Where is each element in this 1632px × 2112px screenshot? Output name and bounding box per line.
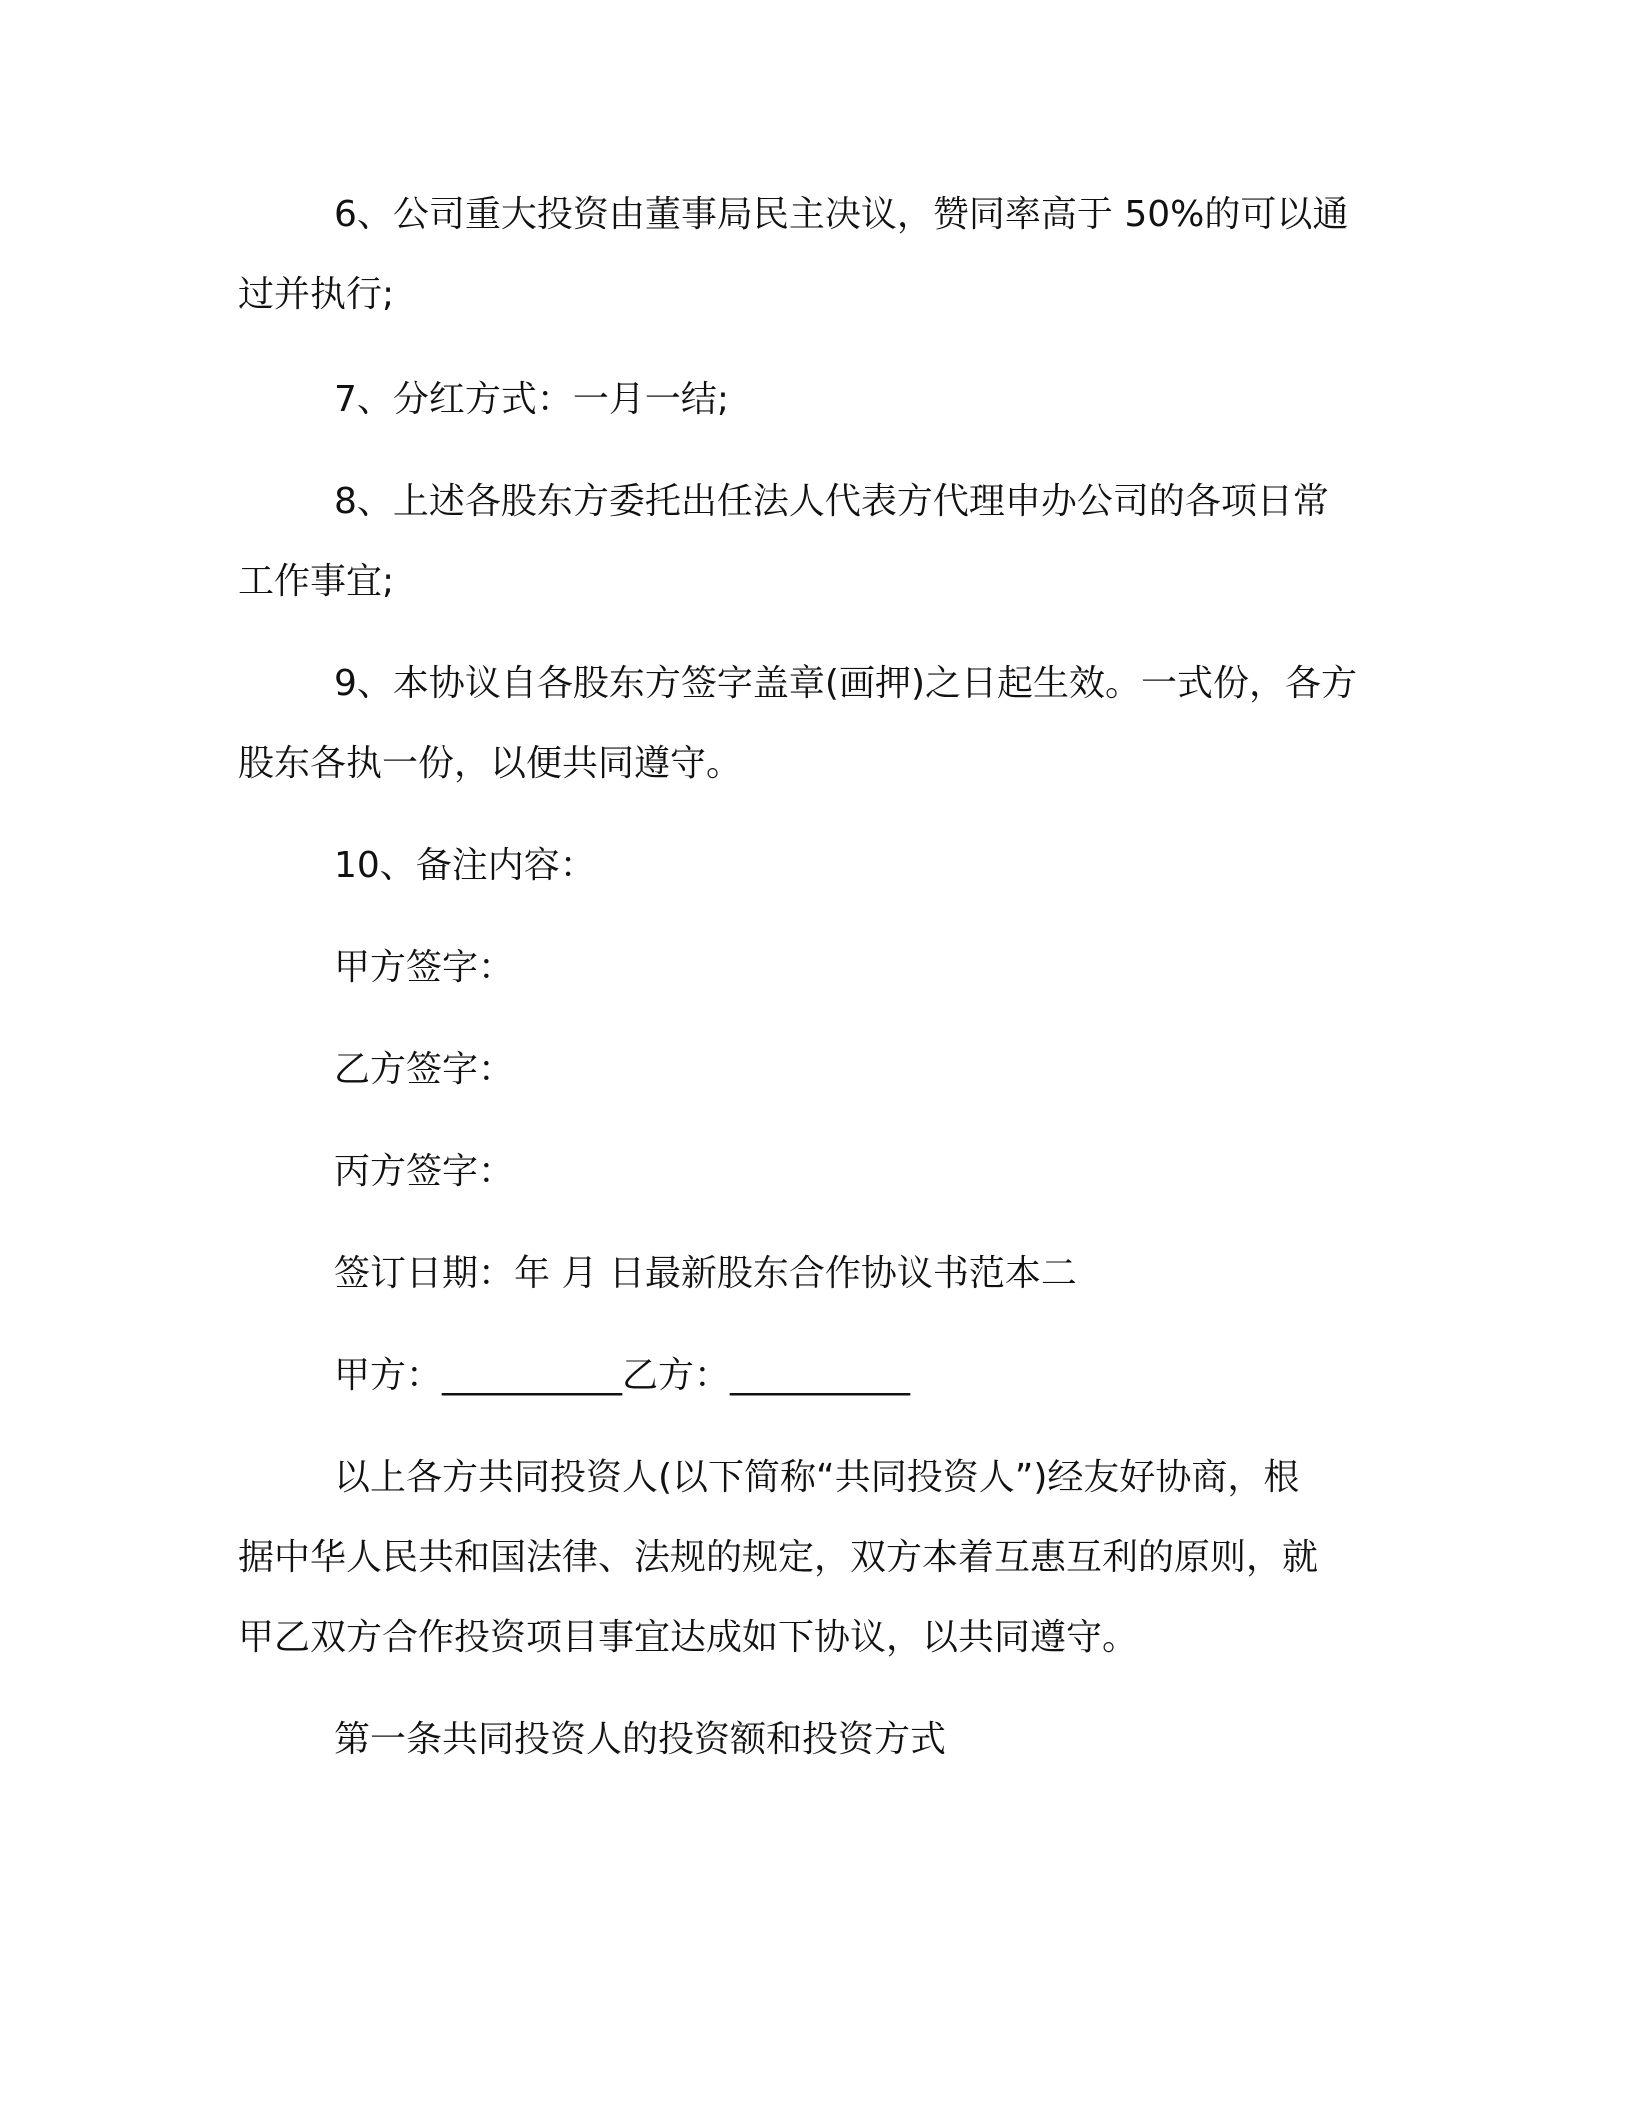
clause-9-line-2: 股东各执一份，以便共同遵守。: [238, 743, 743, 784]
clause-10: [334, 826, 1394, 906]
signature-party-c: [334, 1132, 1394, 1212]
clause-9-line-1: 9、本协议自各股东方签字盖章(画押)之日起生效。一式份，各方: [334, 663, 1357, 704]
intro-line-1: 以上各方共同投资人(以下简称“共同投资人”)经友好协商，根: [334, 1457, 1300, 1498]
signature-party-b: [334, 1030, 1394, 1110]
clause-8: [238, 462, 1398, 622]
signing-date: [334, 1234, 1394, 1314]
article-1-heading-text: 第一条共同投资人的投资额和投资方式: [334, 1719, 947, 1760]
clause-6: [238, 175, 1398, 335]
clause-9: [238, 644, 1398, 804]
clause-8-line-2: 工作事宜;: [238, 561, 395, 602]
intro-line-2: 据中华人民共和国法律、法规的规定，双方本着互惠互利的原则，就: [238, 1537, 1319, 1578]
signature-party-c-label: 丙方签字：: [334, 1151, 515, 1192]
clause-8-line-1: 8、上述各股东方委托出任法人代表方代理申办公司的各项日常: [334, 481, 1329, 522]
signature-party-b-label: 乙方签字：: [334, 1049, 515, 1090]
intro-line-3: 甲乙双方合作投资项目事宜达成如下协议，以共同遵守。: [238, 1617, 1139, 1658]
clause-10-line-1: 10、备注内容：: [334, 845, 596, 886]
article-1-heading: [334, 1700, 1394, 1780]
intro-paragraph: [238, 1438, 1398, 1678]
clause-7: [334, 360, 1394, 440]
signature-party-a-label: 甲方签字：: [334, 947, 515, 988]
clause-6-line-2: 过并执行;: [238, 274, 395, 315]
signing-date-label: 签订日期：年 月 日最新股东合作协议书范本二: [334, 1253, 1077, 1294]
parties-line: [334, 1336, 1394, 1416]
signature-party-a: [334, 928, 1394, 1008]
clause-6-line-1: 6、公司重大投资由董事局民主决议，赞同率高于 50%的可以通: [334, 194, 1349, 235]
clause-7-line-1: 7、分红方式：一月一结;: [334, 379, 730, 420]
parties-line-text: 甲方：__________乙方：__________: [334, 1355, 911, 1396]
